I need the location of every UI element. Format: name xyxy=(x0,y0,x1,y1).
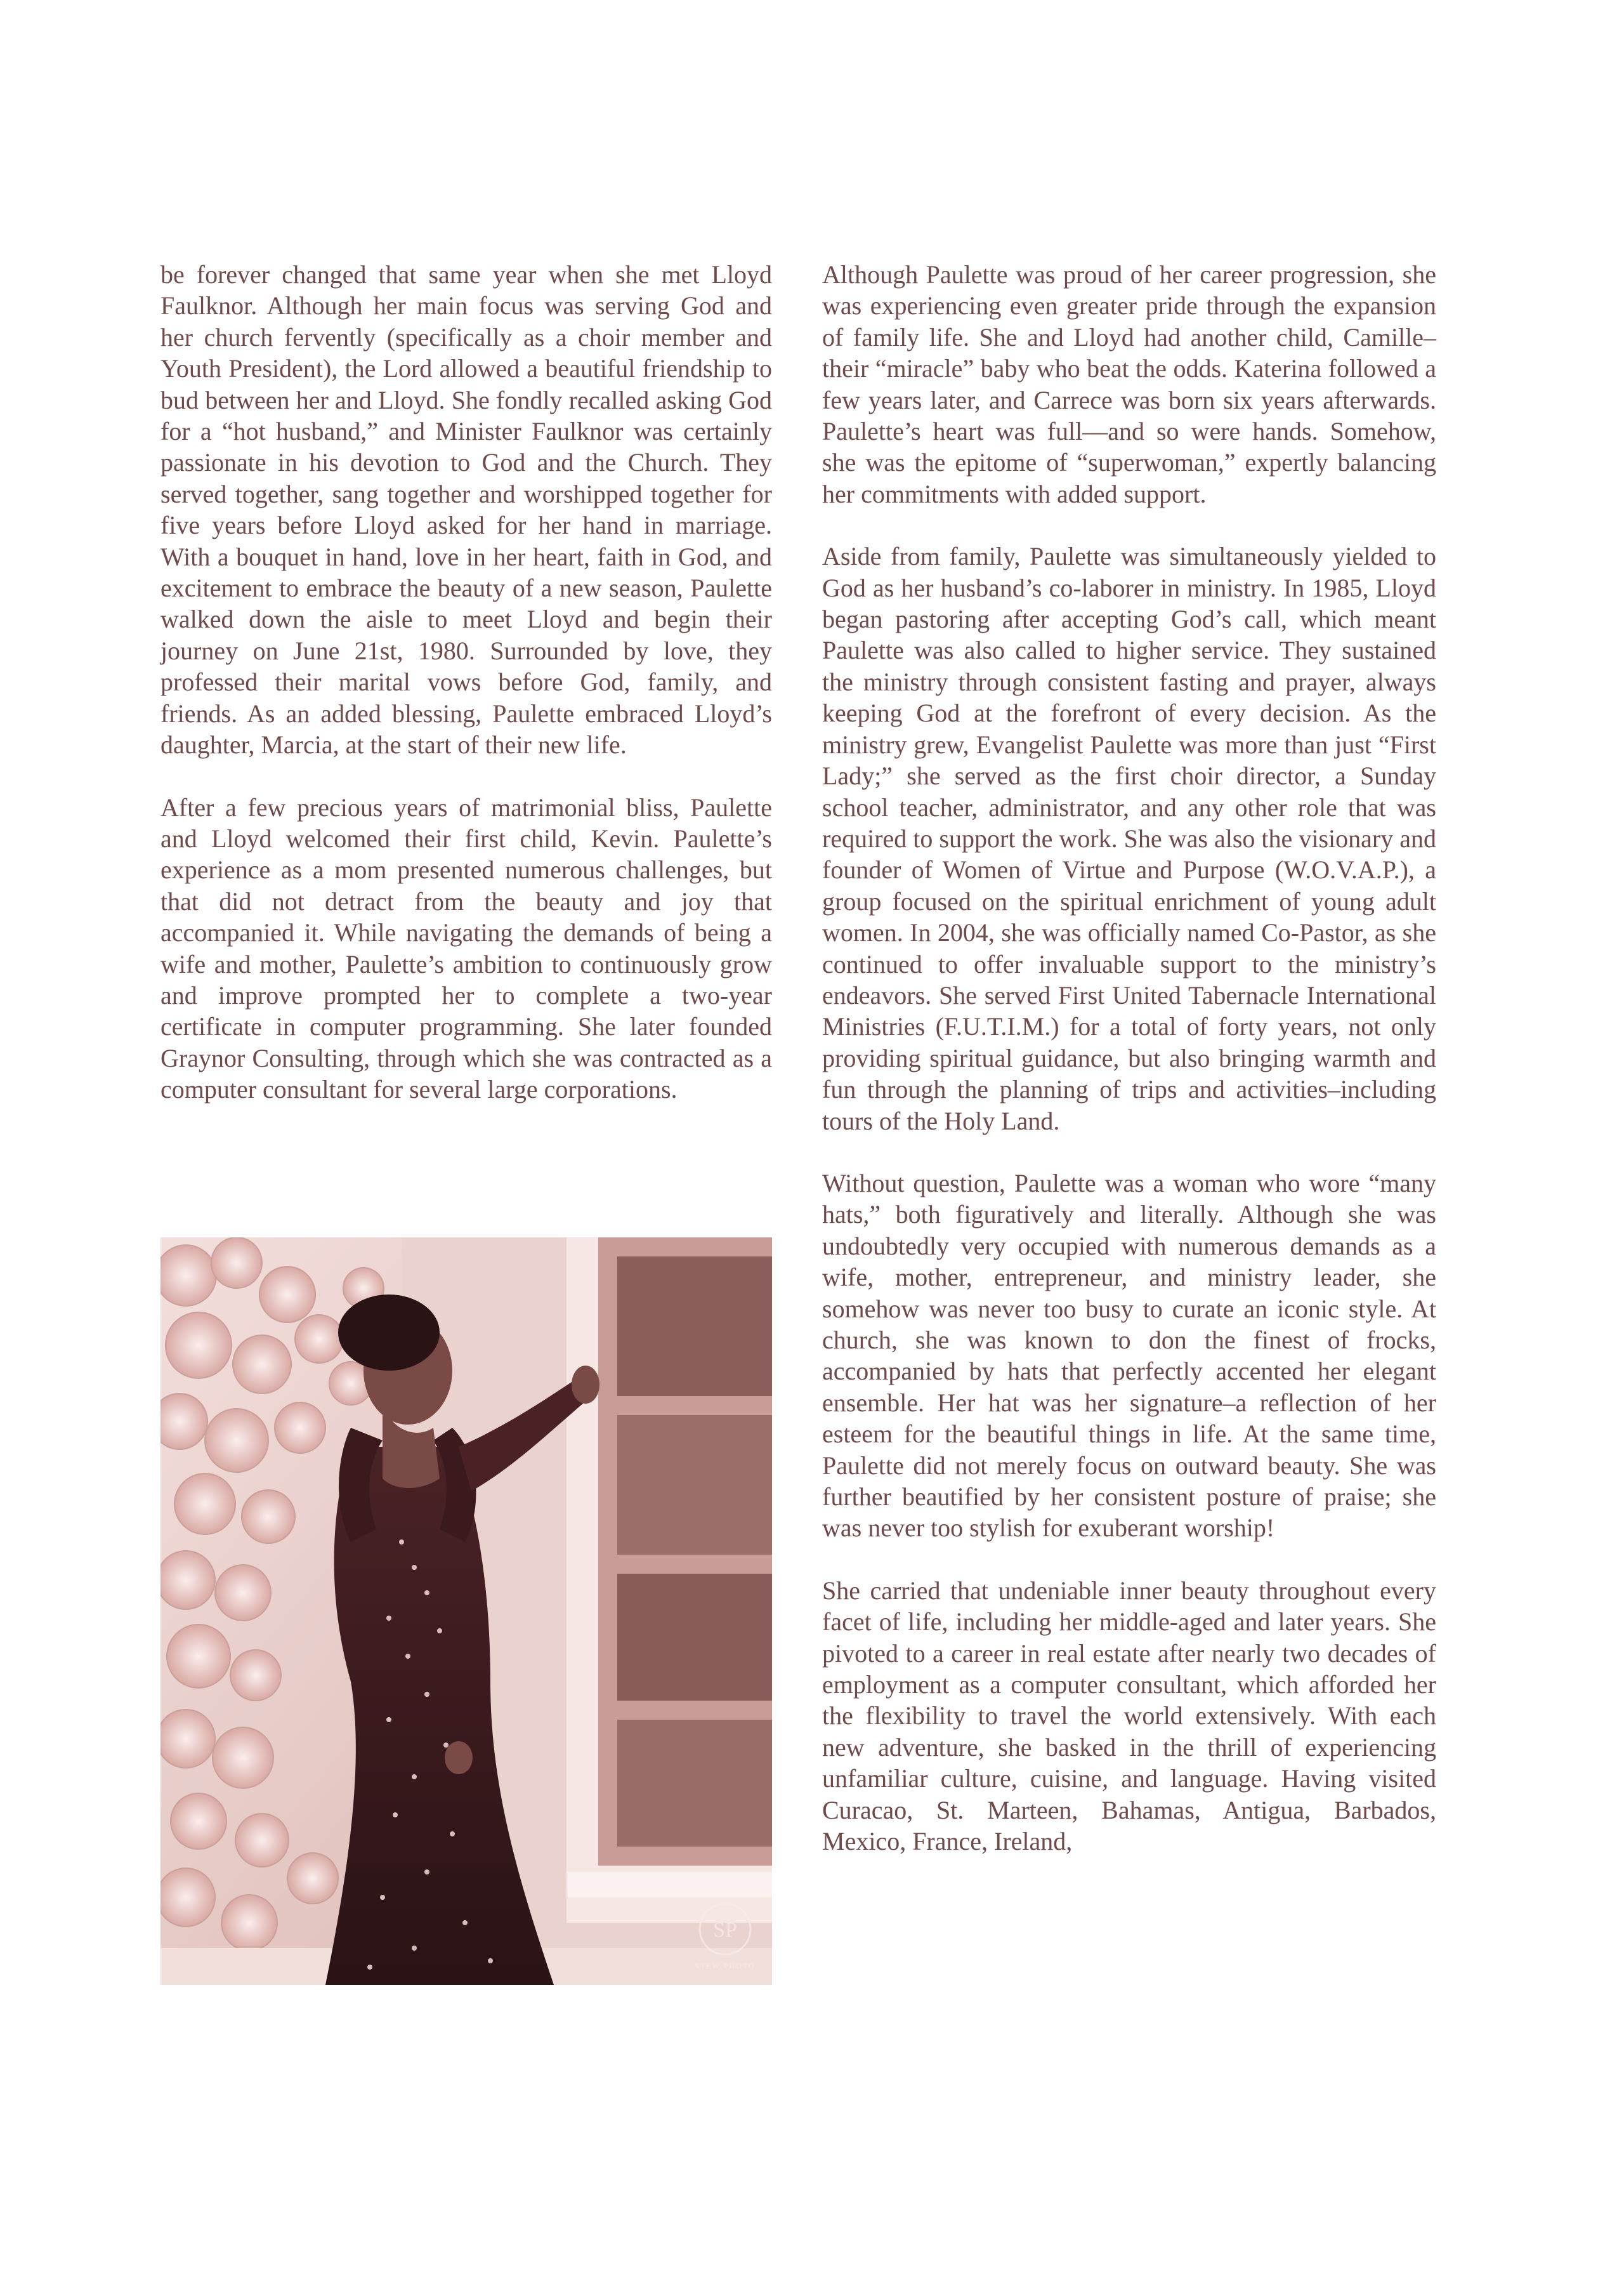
paragraph: Although Paulette was proud of her career progression, she was experiencing even greater pride through the expansion of family life. She and Lloyd had another child, Camille–their “miracle” baby who beat the odds. Katerina followed a few years later, and Carrece was born six years afterwards. Paulette’s heart was full—and so were hands. Somehow, she was the epitome of “superwoman,” expertly balancing her commitments with added support. xyxy=(822,260,1436,508)
paragraph: Aside from family, Paulette was simultaneously yielded to God as her husband’s co-laborer in ministry. In 1985, Lloyd began pastoring after accepting God’s call, which meant Paulette was also called to higher service. They sustained the ministry through consistent fasting and prayer, always keeping God at the forefront of every decision. As the ministry grew, Evangelist Paulette was more than just “First Lady;” she served as the first choir director, a Sunday school teacher, administrator, and any other role that was required to support the work. She was also the visionary and founder of Women of Virtue and Purpose (W.O.V.A.P.), a group focused on the spiritual enrichment of young adult women. In 2004, she was officially named Co-Pastor, as she continued to offer invaluable support to the ministry’s endeavors. She served First United Tabernacle International Ministries (F.U.T.I.M.) for a total of forty years, not only providing spiritual guidance, but also bringing warmth and fun through the planning of trips and activities–including tours of the Holy Land. xyxy=(822,542,1436,1135)
paragraph: She carried that undeniable inner beauty throughout every facet of life, including her middle-aged and later years. She pivoted to a career in real estate after nearly two decades of employment as a computer consultant, which afforded her the flexibility to travel the world extensively. With each new adventure, she basked in the thrill of experiencing unfamiliar culture, cuisine, and language. Having visited Curacao, St. Marteen, Bahamas, Antigua, Barbados, Mexico, France, Ireland, xyxy=(822,1576,1436,1856)
portrait-photo xyxy=(160,1237,772,1985)
paragraph: After a few precious years of matrimonial bliss, Paulette and Lloyd welcomed their first child, Kevin. Paulette’s experience as a mom presented numerous challenges, but that did not detract from the beauty and joy that accompanied it. While navigating the demands of being a wife and mother, Paulette’s ambition to continuously grow and improve prompted her to complete a two-year certificate in computer programming. She later founded Graynor Consulting, through which she was contracted as a computer consultant for several large corporations. xyxy=(160,793,772,1104)
portrait-illustration xyxy=(160,1237,772,1985)
watermark-text: STEW PHOTO xyxy=(695,1961,756,1970)
left-column xyxy=(160,259,772,1105)
watermark-monogram: SP xyxy=(713,1918,737,1942)
right-column xyxy=(822,259,1436,1857)
paragraph: Without question, Paulette was a woman who wore “many hats,” both figuratively and literally. Although she was undoubtedly very occupied with numerous demands as a wife, mother, entrepreneur, and ministry leader, she somehow was never too busy to curate an iconic style. At church, she was known to don the finest of frocks, accompanied by hats that perfectly accented her elegant ensemble. Her hat was her signature–a reflection of her esteem for the beautiful things in life. At the same time, Paulette did not merely focus on outward beauty. She was further beautified by her consistent posture of praise; she was never too stylish for exuberant worship! xyxy=(822,1168,1436,1543)
paragraph: be forever changed that same year when she met Lloyd Faulknor. Although her main focus was serving God and her church fervently (specifically as a choir member and Youth President), the Lord allowed a beautiful friendship to bud between her and Lloyd. She fondly recalled asking God for a “hot husband,” and Minister Faulknor was certainly passionate in his devotion to God and the Church. They served together, sang together and worshipped together for five years before Lloyd asked for her hand in marriage. With a bouquet in hand, love in her heart, faith in God, and excitement to embrace the beauty of a new season, Paulette walked down the aisle to meet Lloyd and begin their journey on June 21st, 1980. Surrounded by love, they professed their marital vows before God, family, and friends. As an added blessing, Paulette embraced Lloyd’s daughter, Marcia, at the start of their new life. xyxy=(160,260,772,760)
